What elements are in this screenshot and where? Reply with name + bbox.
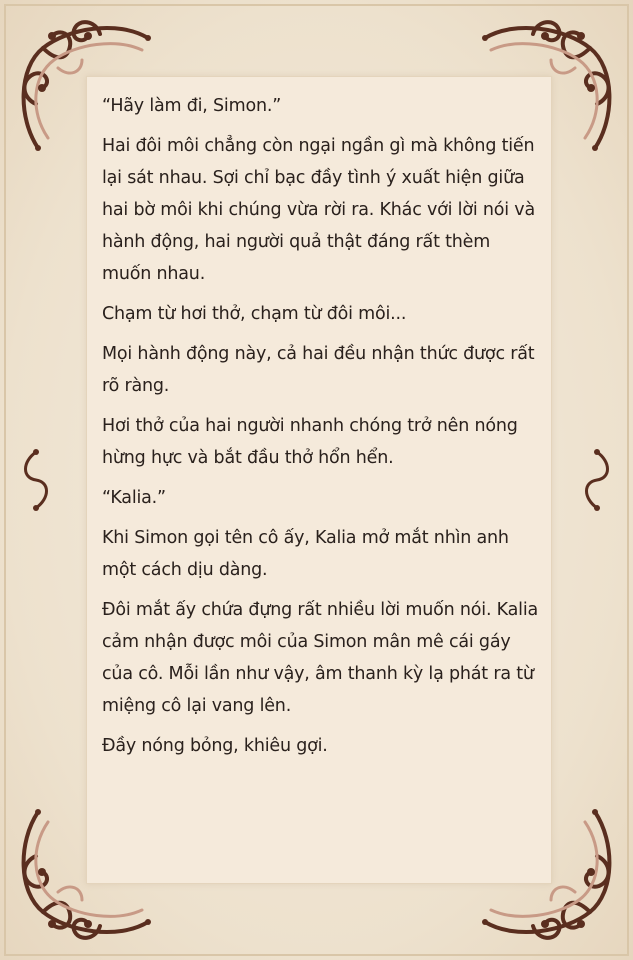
paragraph-7: Khi Simon gọi tên cô ấy, Kalia mở mắt nhìn anh một cách dịu dàng. <box>102 528 509 580</box>
paragraph-8: Đôi mắt ấy chứa đựng rất nhiều lời muốn nói. Kalia cảm nhận được môi của Simon mân mê cái gáy của cô. Mỗi lần như vậy, âm thanh kỳ lạ phát ra từ miệng cô lại vang lên. <box>102 600 539 716</box>
paragraph-dialogue-2: “Kalia.” <box>102 488 166 508</box>
paragraph-5: Hơi thở của hai người nhanh chóng trở nên nóng hừng hực và bắt đầu thở hổn hển. <box>102 416 518 468</box>
paragraph-2: Hai đôi môi chẳng còn ngại ngần gì mà không tiến lại sát nhau. Sợi chỉ bạc đầy tình ý xuất hiện giữa hai bờ môi khi chúng vừa rời ra. Khác với lời nói và hành động, hai người quả thật đáng rất thèm muốn nhau. <box>102 136 535 284</box>
side-scroll-icon <box>16 448 56 512</box>
side-scroll-icon <box>577 448 617 512</box>
paragraph-4: Mọi hành động này, cả hai đều nhận thức được rất rõ ràng. <box>102 344 535 396</box>
paragraph-9: Đầy nóng bỏng, khiêu gợi. <box>102 736 328 756</box>
story-text <box>102 90 538 770</box>
paragraph-dialogue-1: “Hãy làm đi, Simon.” <box>102 96 282 116</box>
paragraph-3: Chạm từ hơi thở, chạm từ đôi môi... <box>102 304 407 324</box>
